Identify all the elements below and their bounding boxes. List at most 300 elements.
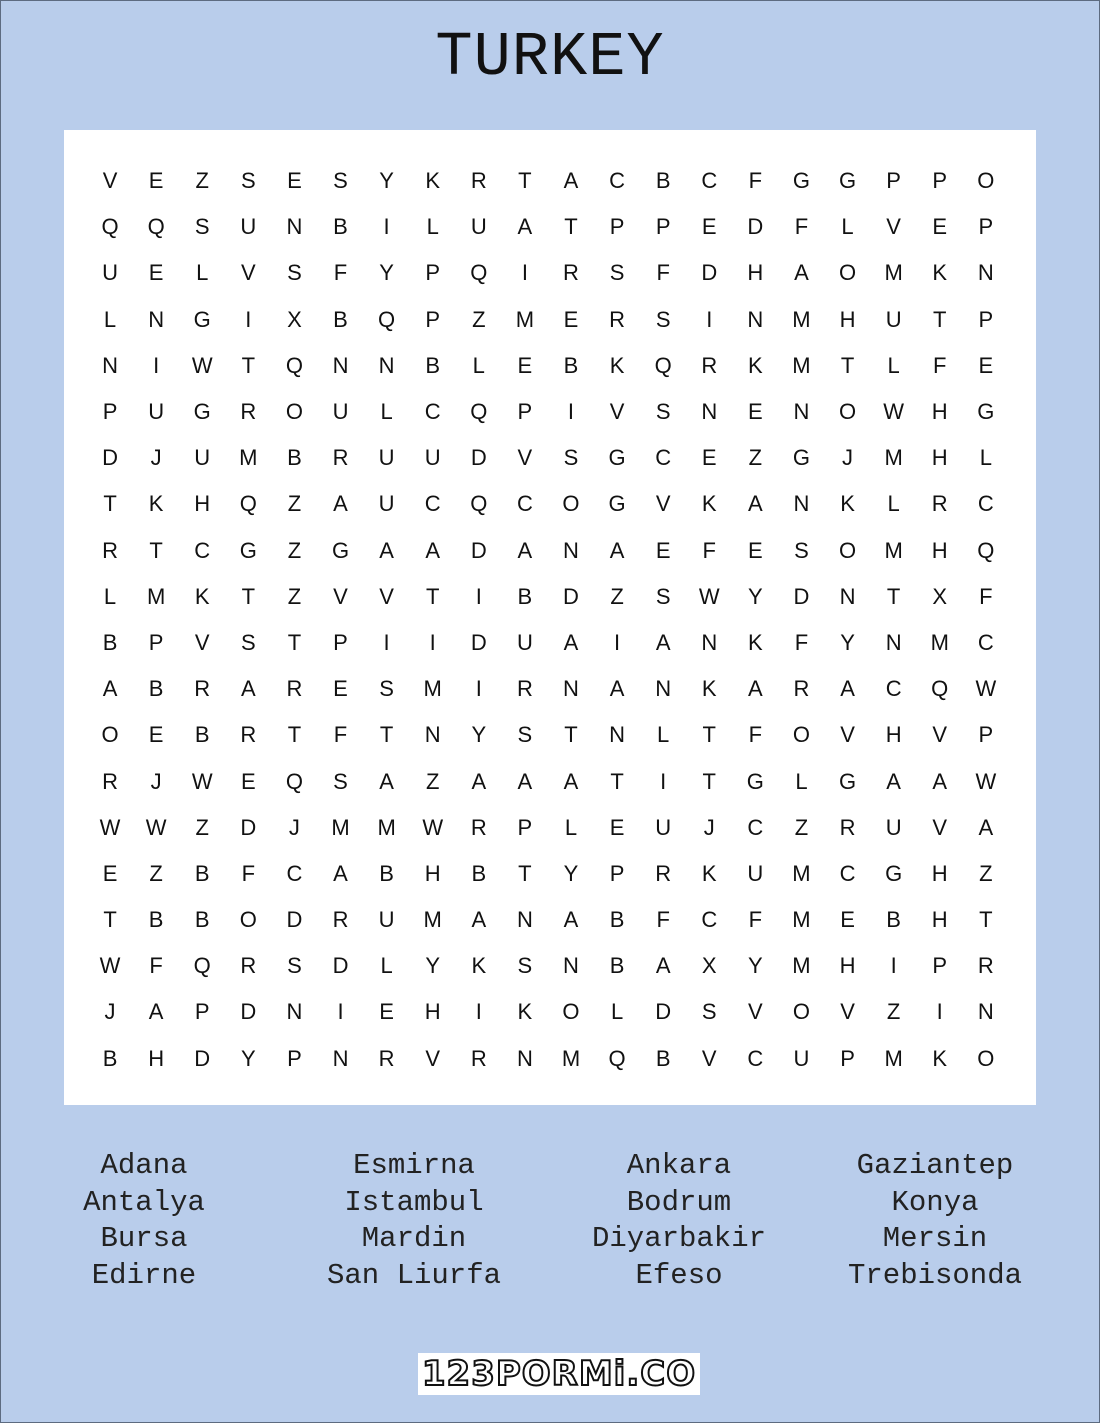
grid-letter[interactable]: L bbox=[103, 306, 117, 332]
grid-letter[interactable]: M bbox=[884, 1045, 903, 1071]
grid-letter[interactable]: D bbox=[240, 814, 257, 840]
grid-letter[interactable]: E bbox=[701, 214, 717, 240]
grid-letter[interactable]: R bbox=[931, 491, 948, 517]
grid-letter[interactable]: I bbox=[429, 629, 436, 655]
grid-letter[interactable]: H bbox=[839, 953, 856, 979]
grid-letter[interactable]: E bbox=[287, 168, 302, 194]
grid-letter[interactable]: K bbox=[748, 352, 763, 378]
grid-letter[interactable]: H bbox=[194, 491, 211, 517]
grid-letter[interactable]: C bbox=[655, 445, 672, 471]
grid-letter[interactable]: V bbox=[379, 583, 394, 609]
grid-letter[interactable]: P bbox=[932, 953, 948, 979]
grid-letter[interactable]: H bbox=[931, 399, 948, 425]
grid-letter[interactable]: M bbox=[146, 583, 166, 609]
grid-letter[interactable]: S bbox=[609, 260, 625, 286]
grid-letter[interactable]: W bbox=[698, 583, 720, 609]
grid-letter[interactable]: A bbox=[794, 260, 809, 286]
grid-letter[interactable]: E bbox=[148, 168, 164, 194]
grid-letter[interactable]: N bbox=[977, 260, 994, 286]
grid-letter[interactable]: J bbox=[703, 814, 715, 840]
grid-letter[interactable]: E bbox=[379, 999, 394, 1025]
grid-letter[interactable]: P bbox=[886, 168, 901, 194]
grid-letter[interactable]: N bbox=[793, 491, 810, 517]
grid-letter[interactable]: F bbox=[333, 722, 348, 748]
grid-letter[interactable]: B bbox=[609, 907, 625, 933]
grid-letter[interactable]: U bbox=[793, 1045, 810, 1071]
grid-letter[interactable]: R bbox=[793, 676, 810, 702]
grid-letter[interactable]: M bbox=[377, 814, 396, 840]
grid-letter[interactable]: I bbox=[567, 399, 575, 425]
grid-letter[interactable]: C bbox=[747, 814, 764, 840]
grid-letter[interactable]: M bbox=[792, 860, 811, 886]
grid-letter[interactable]: Y bbox=[379, 260, 394, 286]
grid-letter[interactable]: F bbox=[933, 352, 947, 378]
grid-letter[interactable]: A bbox=[102, 676, 118, 702]
grid-letter[interactable]: F bbox=[748, 907, 763, 933]
grid-letter[interactable]: P bbox=[517, 399, 533, 425]
grid-letter[interactable]: W bbox=[145, 814, 167, 840]
grid-letter[interactable]: R bbox=[286, 676, 303, 702]
grid-letter[interactable]: N bbox=[148, 306, 165, 332]
grid-letter[interactable]: J bbox=[150, 445, 162, 471]
grid-letter[interactable]: B bbox=[287, 445, 302, 471]
grid-letter[interactable]: T bbox=[379, 722, 394, 748]
grid-letter[interactable]: Z bbox=[610, 583, 624, 609]
grid-letter[interactable]: I bbox=[475, 676, 482, 702]
grid-letter[interactable]: A bbox=[333, 491, 348, 517]
grid-letter[interactable]: H bbox=[839, 306, 856, 332]
grid-letter[interactable]: A bbox=[886, 768, 901, 794]
grid-letter[interactable]: C bbox=[194, 537, 211, 563]
grid-letter[interactable]: F bbox=[748, 168, 763, 194]
grid-letter[interactable]: D bbox=[102, 445, 118, 471]
grid-letter[interactable]: B bbox=[563, 352, 579, 378]
grid-letter[interactable]: U bbox=[747, 860, 764, 886]
grid-letter[interactable]: H bbox=[424, 999, 441, 1025]
grid-letter[interactable]: G bbox=[792, 445, 811, 471]
grid-letter[interactable]: Z bbox=[472, 306, 486, 332]
grid-letter[interactable]: V bbox=[102, 168, 118, 194]
grid-letter[interactable]: C bbox=[701, 168, 718, 194]
grid-letter[interactable]: B bbox=[655, 1045, 671, 1071]
grid-letter[interactable]: C bbox=[977, 629, 994, 655]
grid-letter[interactable]: V bbox=[609, 399, 625, 425]
grid-letter[interactable]: P bbox=[978, 722, 994, 748]
grid-letter[interactable]: T bbox=[886, 583, 901, 609]
grid-letter[interactable]: S bbox=[701, 999, 717, 1025]
grid-letter[interactable]: S bbox=[517, 722, 533, 748]
grid-letter[interactable]: L bbox=[103, 583, 117, 609]
grid-letter[interactable]: F bbox=[794, 214, 809, 240]
grid-letter[interactable]: P bbox=[333, 629, 348, 655]
grid-letter[interactable]: O bbox=[239, 907, 257, 933]
grid-letter[interactable]: T bbox=[979, 907, 993, 933]
grid-letter[interactable]: D bbox=[470, 537, 487, 563]
grid-letter[interactable]: I bbox=[245, 306, 252, 332]
grid-letter[interactable]: Z bbox=[979, 860, 993, 886]
grid-letter[interactable]: N bbox=[655, 676, 672, 702]
grid-letter[interactable]: A bbox=[655, 953, 671, 979]
grid-letter[interactable]: V bbox=[886, 214, 901, 240]
grid-letter[interactable]: Z bbox=[287, 491, 302, 517]
grid-letter[interactable]: K bbox=[748, 629, 763, 655]
grid-letter[interactable]: R bbox=[977, 953, 994, 979]
grid-letter[interactable]: H bbox=[424, 860, 441, 886]
grid-letter[interactable]: J bbox=[104, 999, 116, 1025]
grid-letter[interactable]: V bbox=[517, 445, 533, 471]
grid-letter[interactable]: R bbox=[378, 1045, 395, 1071]
grid-letter[interactable]: K bbox=[932, 1045, 948, 1071]
grid-letter[interactable]: Q bbox=[239, 491, 257, 517]
grid-letter[interactable]: T bbox=[840, 352, 855, 378]
grid-letter[interactable]: N bbox=[563, 537, 579, 563]
grid-letter[interactable]: N bbox=[424, 722, 441, 748]
grid-letter[interactable]: S bbox=[655, 583, 671, 609]
grid-letter[interactable]: V bbox=[840, 999, 855, 1025]
grid-letter[interactable]: T bbox=[103, 491, 117, 517]
grid-letter[interactable]: R bbox=[563, 260, 579, 286]
grid-letter[interactable]: H bbox=[931, 860, 948, 886]
grid-letter[interactable]: X bbox=[932, 583, 948, 609]
grid-letter[interactable]: V bbox=[425, 1045, 441, 1071]
grid-letter[interactable]: U bbox=[378, 491, 395, 517]
grid-letter[interactable]: I bbox=[890, 953, 897, 979]
grid-letter[interactable]: U bbox=[885, 814, 902, 840]
grid-letter[interactable]: F bbox=[748, 722, 763, 748]
grid-letter[interactable]: Z bbox=[195, 168, 209, 194]
grid-letter[interactable]: V bbox=[240, 260, 256, 286]
grid-letter[interactable]: J bbox=[288, 814, 300, 840]
grid-letter[interactable]: B bbox=[194, 860, 210, 886]
grid-letter[interactable]: S bbox=[655, 399, 671, 425]
grid-letter[interactable]: B bbox=[517, 583, 533, 609]
grid-letter[interactable]: P bbox=[978, 214, 994, 240]
grid-letter[interactable]: S bbox=[333, 768, 348, 794]
grid-letter[interactable]: D bbox=[470, 445, 487, 471]
grid-letter[interactable]: A bbox=[609, 676, 625, 702]
grid-letter[interactable]: A bbox=[563, 907, 579, 933]
grid-letter[interactable]: R bbox=[655, 860, 672, 886]
grid-letter[interactable]: V bbox=[701, 1045, 717, 1071]
grid-letter[interactable]: M bbox=[792, 907, 811, 933]
grid-letter[interactable]: K bbox=[701, 860, 717, 886]
grid-letter[interactable]: O bbox=[838, 399, 857, 425]
grid-letter[interactable]: A bbox=[609, 537, 625, 563]
grid-letter[interactable]: R bbox=[102, 768, 118, 794]
grid-letter[interactable]: F bbox=[149, 953, 163, 979]
grid-letter[interactable]: S bbox=[563, 445, 579, 471]
grid-letter[interactable]: Z bbox=[149, 860, 163, 886]
grid-letter[interactable]: N bbox=[286, 999, 303, 1025]
grid-letter[interactable]: T bbox=[241, 352, 256, 378]
grid-letter[interactable]: D bbox=[240, 999, 257, 1025]
grid-letter[interactable]: H bbox=[931, 537, 948, 563]
grid-letter[interactable]: R bbox=[240, 399, 257, 425]
grid-letter[interactable]: I bbox=[614, 629, 621, 655]
grid-letter[interactable]: O bbox=[562, 491, 580, 517]
grid-letter[interactable]: T bbox=[610, 768, 624, 794]
grid-letter[interactable]: P bbox=[517, 814, 533, 840]
grid-letter[interactable]: G bbox=[239, 537, 257, 563]
grid-letter[interactable]: B bbox=[194, 907, 210, 933]
grid-letter[interactable]: S bbox=[333, 168, 348, 194]
grid-letter[interactable]: M bbox=[561, 1045, 581, 1071]
grid-letter[interactable]: B bbox=[194, 722, 210, 748]
grid-letter[interactable]: O bbox=[792, 722, 811, 748]
grid-letter[interactable]: T bbox=[933, 306, 947, 332]
grid-letter[interactable]: K bbox=[701, 491, 717, 517]
grid-letter[interactable]: G bbox=[838, 768, 857, 794]
grid-letter[interactable]: Q bbox=[285, 352, 303, 378]
grid-letter[interactable]: R bbox=[240, 953, 257, 979]
grid-letter[interactable]: A bbox=[563, 768, 579, 794]
grid-letter[interactable]: A bbox=[840, 676, 855, 702]
grid-letter[interactable]: B bbox=[655, 168, 671, 194]
grid-letter[interactable]: P bbox=[609, 214, 625, 240]
grid-letter[interactable]: E bbox=[701, 445, 717, 471]
grid-letter[interactable]: R bbox=[839, 814, 856, 840]
grid-letter[interactable]: F bbox=[794, 629, 809, 655]
grid-letter[interactable]: B bbox=[148, 907, 164, 933]
grid-letter[interactable]: I bbox=[706, 306, 713, 332]
grid-letter[interactable]: M bbox=[239, 445, 258, 471]
grid-letter[interactable]: A bbox=[333, 860, 348, 886]
grid-letter[interactable]: C bbox=[839, 860, 856, 886]
grid-letter[interactable]: G bbox=[608, 491, 626, 517]
grid-letter[interactable]: U bbox=[378, 907, 395, 933]
grid-letter[interactable]: P bbox=[287, 1045, 302, 1071]
grid-letter[interactable]: L bbox=[426, 214, 439, 240]
grid-letter[interactable]: D bbox=[286, 907, 303, 933]
grid-letter[interactable]: Y bbox=[425, 953, 441, 979]
grid-letter[interactable]: C bbox=[516, 491, 533, 517]
grid-letter[interactable]: F bbox=[656, 907, 670, 933]
grid-letter[interactable]: O bbox=[562, 999, 580, 1025]
grid-letter[interactable]: Z bbox=[287, 537, 302, 563]
grid-letter[interactable]: E bbox=[148, 260, 164, 286]
grid-letter[interactable]: Z bbox=[794, 814, 809, 840]
grid-letter[interactable]: C bbox=[701, 907, 718, 933]
grid-letter[interactable]: P bbox=[148, 629, 164, 655]
grid-letter[interactable]: O bbox=[792, 999, 811, 1025]
grid-letter[interactable]: U bbox=[102, 260, 118, 286]
grid-letter[interactable]: X bbox=[287, 306, 302, 332]
grid-letter[interactable]: O bbox=[977, 1045, 995, 1071]
grid-letter[interactable]: T bbox=[564, 214, 578, 240]
grid-letter[interactable]: U bbox=[332, 399, 349, 425]
grid-letter[interactable]: S bbox=[194, 214, 210, 240]
grid-letter[interactable]: O bbox=[838, 537, 857, 563]
grid-letter[interactable]: K bbox=[194, 583, 210, 609]
grid-letter[interactable]: C bbox=[885, 676, 902, 702]
grid-letter[interactable]: U bbox=[378, 445, 395, 471]
grid-letter[interactable]: S bbox=[655, 306, 671, 332]
grid-letter[interactable]: A bbox=[425, 537, 441, 563]
grid-letter[interactable]: L bbox=[472, 352, 485, 378]
grid-letter[interactable]: B bbox=[102, 1045, 118, 1071]
grid-letter[interactable]: N bbox=[332, 352, 349, 378]
grid-letter[interactable]: R bbox=[470, 814, 487, 840]
grid-letter[interactable]: Z bbox=[195, 814, 209, 840]
grid-letter[interactable]: T bbox=[702, 768, 716, 794]
grid-letter[interactable]: W bbox=[422, 814, 444, 840]
grid-letter[interactable]: M bbox=[792, 352, 811, 378]
grid-letter[interactable]: T bbox=[287, 629, 302, 655]
grid-letter[interactable]: Q bbox=[470, 399, 488, 425]
grid-letter[interactable]: K bbox=[471, 953, 487, 979]
grid-letter[interactable]: X bbox=[701, 953, 717, 979]
grid-letter[interactable]: Q bbox=[608, 1045, 626, 1071]
grid-letter[interactable]: N bbox=[286, 214, 303, 240]
grid-letter[interactable]: M bbox=[930, 629, 949, 655]
grid-letter[interactable]: B bbox=[148, 676, 164, 702]
grid-letter[interactable]: G bbox=[608, 445, 626, 471]
grid-letter[interactable]: G bbox=[977, 399, 995, 425]
grid-letter[interactable]: Q bbox=[470, 491, 488, 517]
grid-letter[interactable]: D bbox=[793, 583, 810, 609]
grid-letter[interactable]: F bbox=[333, 260, 348, 286]
grid-letter[interactable]: E bbox=[148, 722, 164, 748]
grid-letter[interactable]: T bbox=[149, 537, 163, 563]
grid-letter[interactable]: N bbox=[885, 629, 902, 655]
grid-letter[interactable]: W bbox=[99, 953, 121, 979]
grid-letter[interactable]: V bbox=[932, 814, 948, 840]
grid-letter[interactable]: W bbox=[191, 768, 213, 794]
grid-letter[interactable]: D bbox=[655, 999, 672, 1025]
grid-letter[interactable]: R bbox=[332, 907, 349, 933]
grid-letter[interactable]: L bbox=[380, 953, 393, 979]
grid-letter[interactable]: N bbox=[102, 352, 118, 378]
grid-letter[interactable]: W bbox=[99, 814, 121, 840]
grid-letter[interactable]: U bbox=[194, 445, 211, 471]
grid-letter[interactable]: S bbox=[794, 537, 809, 563]
grid-letter[interactable]: N bbox=[378, 352, 395, 378]
grid-letter[interactable]: J bbox=[150, 768, 162, 794]
grid-letter[interactable]: G bbox=[746, 768, 764, 794]
grid-letter[interactable]: E bbox=[609, 814, 625, 840]
grid-letter[interactable]: M bbox=[884, 445, 903, 471]
grid-letter[interactable]: I bbox=[475, 583, 482, 609]
grid-letter[interactable]: U bbox=[240, 214, 257, 240]
grid-letter[interactable]: L bbox=[610, 999, 624, 1025]
grid-letter[interactable]: V bbox=[194, 629, 210, 655]
grid-letter[interactable]: F bbox=[241, 860, 256, 886]
grid-letter[interactable]: D bbox=[470, 629, 487, 655]
grid-letter[interactable]: C bbox=[424, 399, 441, 425]
grid-letter[interactable]: U bbox=[516, 629, 533, 655]
grid-letter[interactable]: R bbox=[470, 168, 487, 194]
grid-letter[interactable]: V bbox=[840, 722, 855, 748]
grid-letter[interactable]: O bbox=[977, 168, 995, 194]
grid-letter[interactable]: C bbox=[609, 168, 626, 194]
grid-letter[interactable]: S bbox=[287, 953, 302, 979]
grid-letter[interactable]: G bbox=[885, 860, 903, 886]
grid-letter[interactable]: N bbox=[839, 583, 856, 609]
grid-letter[interactable]: N bbox=[977, 999, 994, 1025]
grid-letter[interactable]: K bbox=[701, 676, 717, 702]
grid-letter[interactable]: D bbox=[194, 1045, 211, 1071]
grid-letter[interactable]: I bbox=[383, 214, 390, 240]
grid-letter[interactable]: M bbox=[792, 306, 811, 332]
grid-letter[interactable]: V bbox=[932, 722, 948, 748]
grid-letter[interactable]: S bbox=[240, 629, 256, 655]
grid-letter[interactable]: A bbox=[748, 676, 763, 702]
grid-letter[interactable]: R bbox=[194, 676, 211, 702]
grid-letter[interactable]: U bbox=[424, 445, 441, 471]
grid-letter[interactable]: P bbox=[932, 168, 948, 194]
grid-letter[interactable]: Q bbox=[977, 537, 995, 563]
grid-letter[interactable]: Q bbox=[147, 214, 165, 240]
grid-letter[interactable]: N bbox=[516, 907, 533, 933]
grid-letter[interactable]: A bbox=[148, 999, 164, 1025]
grid-letter[interactable]: O bbox=[101, 722, 119, 748]
grid-letter[interactable]: T bbox=[287, 722, 302, 748]
grid-letter[interactable]: T bbox=[241, 583, 256, 609]
grid-letter[interactable]: Z bbox=[886, 999, 901, 1025]
grid-letter[interactable]: P bbox=[840, 1045, 855, 1071]
grid-letter[interactable]: M bbox=[792, 953, 811, 979]
grid-letter[interactable]: H bbox=[931, 445, 948, 471]
grid-letter[interactable]: E bbox=[102, 860, 118, 886]
grid-letter[interactable]: B bbox=[886, 907, 901, 933]
grid-letter[interactable]: F bbox=[656, 260, 670, 286]
grid-letter[interactable]: B bbox=[379, 860, 394, 886]
grid-letter[interactable]: Y bbox=[471, 722, 487, 748]
grid-letter[interactable]: I bbox=[475, 999, 482, 1025]
grid-letter[interactable]: L bbox=[196, 260, 209, 286]
grid-letter[interactable]: I bbox=[660, 768, 667, 794]
grid-letter[interactable]: E bbox=[978, 352, 994, 378]
grid-letter[interactable]: L bbox=[887, 491, 900, 517]
grid-letter[interactable]: L bbox=[657, 722, 670, 748]
grid-letter[interactable]: A bbox=[379, 537, 394, 563]
grid-letter[interactable]: Z bbox=[287, 583, 302, 609]
grid-letter[interactable]: P bbox=[978, 306, 994, 332]
grid-letter[interactable]: N bbox=[701, 629, 718, 655]
grid-letter[interactable]: V bbox=[655, 491, 671, 517]
grid-letter[interactable]: C bbox=[747, 1045, 764, 1071]
grid-letter[interactable]: L bbox=[841, 214, 854, 240]
grid-letter[interactable]: G bbox=[193, 399, 211, 425]
grid-letter[interactable]: E bbox=[240, 768, 256, 794]
grid-letter[interactable]: A bbox=[563, 168, 579, 194]
grid-letter[interactable]: A bbox=[517, 214, 533, 240]
grid-letter[interactable]: I bbox=[153, 352, 160, 378]
grid-letter[interactable]: N bbox=[609, 722, 626, 748]
grid-letter[interactable]: R bbox=[102, 537, 118, 563]
grid-letter[interactable]: V bbox=[748, 999, 763, 1025]
grid-letter[interactable]: Q bbox=[193, 953, 211, 979]
grid-letter[interactable]: T bbox=[425, 583, 440, 609]
grid-letter[interactable]: E bbox=[932, 214, 948, 240]
grid-letter[interactable]: E bbox=[333, 676, 348, 702]
grid-letter[interactable]: N bbox=[563, 953, 579, 979]
grid-letter[interactable]: S bbox=[379, 676, 394, 702]
grid-letter[interactable]: Y bbox=[748, 953, 763, 979]
grid-letter[interactable]: R bbox=[470, 1045, 487, 1071]
grid-letter[interactable]: Y bbox=[379, 168, 394, 194]
grid-letter[interactable]: U bbox=[885, 306, 902, 332]
grid-letter[interactable]: L bbox=[795, 768, 808, 794]
grid-letter[interactable]: G bbox=[193, 306, 211, 332]
grid-letter[interactable]: N bbox=[516, 1045, 533, 1071]
grid-letter[interactable]: H bbox=[148, 1045, 165, 1071]
grid-letter[interactable]: E bbox=[840, 907, 855, 933]
grid-letter[interactable]: Y bbox=[748, 583, 763, 609]
grid-letter[interactable]: M bbox=[884, 537, 903, 563]
grid-letter[interactable]: G bbox=[838, 168, 857, 194]
grid-letter[interactable]: R bbox=[240, 722, 257, 748]
